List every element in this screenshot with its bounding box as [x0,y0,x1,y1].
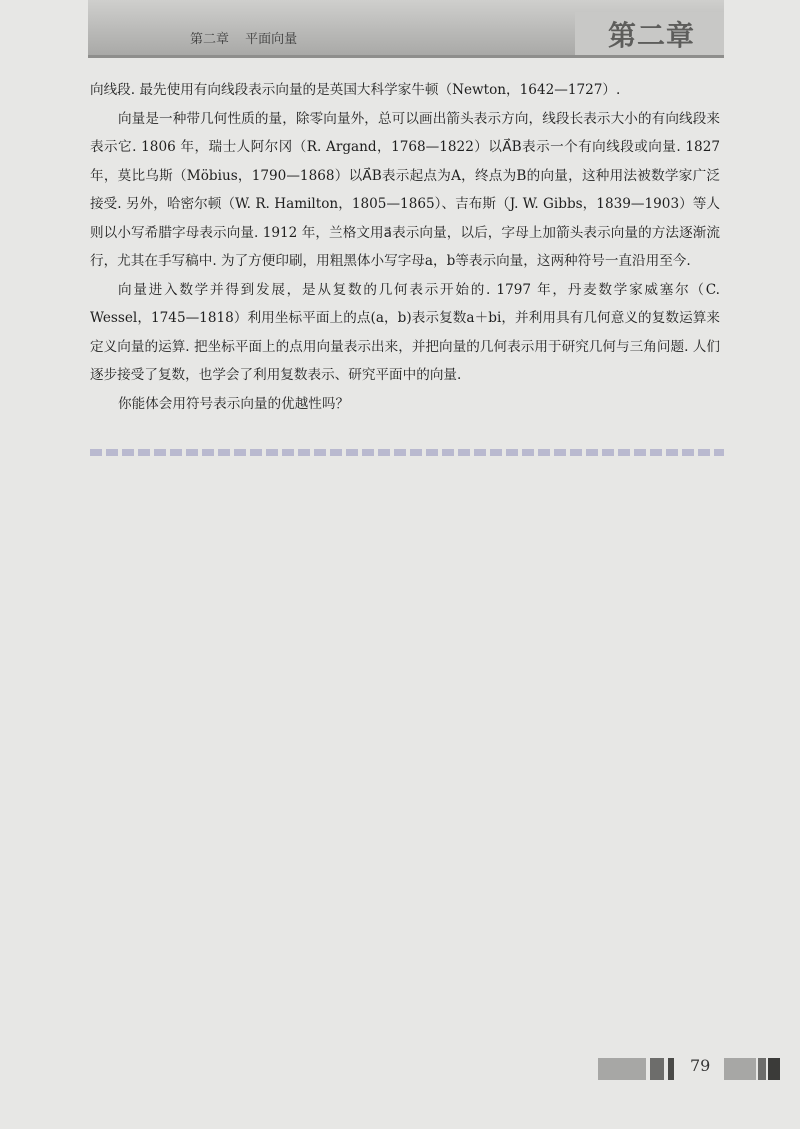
footer-decor-bar [650,1058,664,1080]
body-text [90,76,720,418]
footer-decor-bar [768,1058,780,1080]
footer-decor-bar [724,1058,756,1080]
header-section: 平面向量 [245,32,298,47]
footer-decor-bar [758,1058,766,1080]
footer-decor-bar [668,1058,674,1080]
section-divider [90,449,724,456]
footer-decor-bar [598,1058,646,1080]
paragraph-2: 向量是一种带几何性质的量，除零向量外，总可以画出箭头表示方向，线段长表示大小的有向线段来表示它. 1806 年，瑞士人阿尔冈（R. Argand，1768—1822）以A⃗B表示一个有向线段或向量. 1827 年，莫比乌斯（Möbius，1790—1868）以A⃗B表示起点为A，终点为B的向量，这种用法被数学家广泛接受. 另外，哈密尔顿（W. R. Hamilton，1805—1865）、吉布斯（J. W. Gibbs，1839—1903）等人则以小写希腊字母表示向量. 1912 年，兰格文用a⃗表示向量，以后，字母上加箭头表示向量的方法逐渐流行，尤其在手写稿中. 为了方便印刷，用粗黑体小写字母a，b等表示向量，这两种符号一直沿用至今. [90,110,720,269]
header-chapter-info [190,28,309,47]
paragraph-3: 向量进入数学并得到发展，是从复数的几何表示开始的. 1797 年，丹麦数学家威塞尔（C. Wessel，1745—1818）利用坐标平面上的点(a，b)表示复数a＋bi，并利用具有几何意义的复数运算来定义向量的运算. 把坐标平面上的点用向量表示出来，并把向量的几何表示用于研究几何与三角问题. 人们逐步接受了复数，也学会了利用复数表示、研究平面中的向量. [90,281,720,383]
page-number: 79 [690,1056,711,1075]
paragraph-1: 向线段. 最先使用有向线段表示向量的是英国大科学家牛顿（Newton，1642—1727）. [90,82,621,98]
chapter-label: 第二章 [608,19,696,52]
paragraph-4: 你能体会用符号表示向量的优越性吗？ [118,395,350,412]
header-chapter: 第二章 [190,32,230,47]
